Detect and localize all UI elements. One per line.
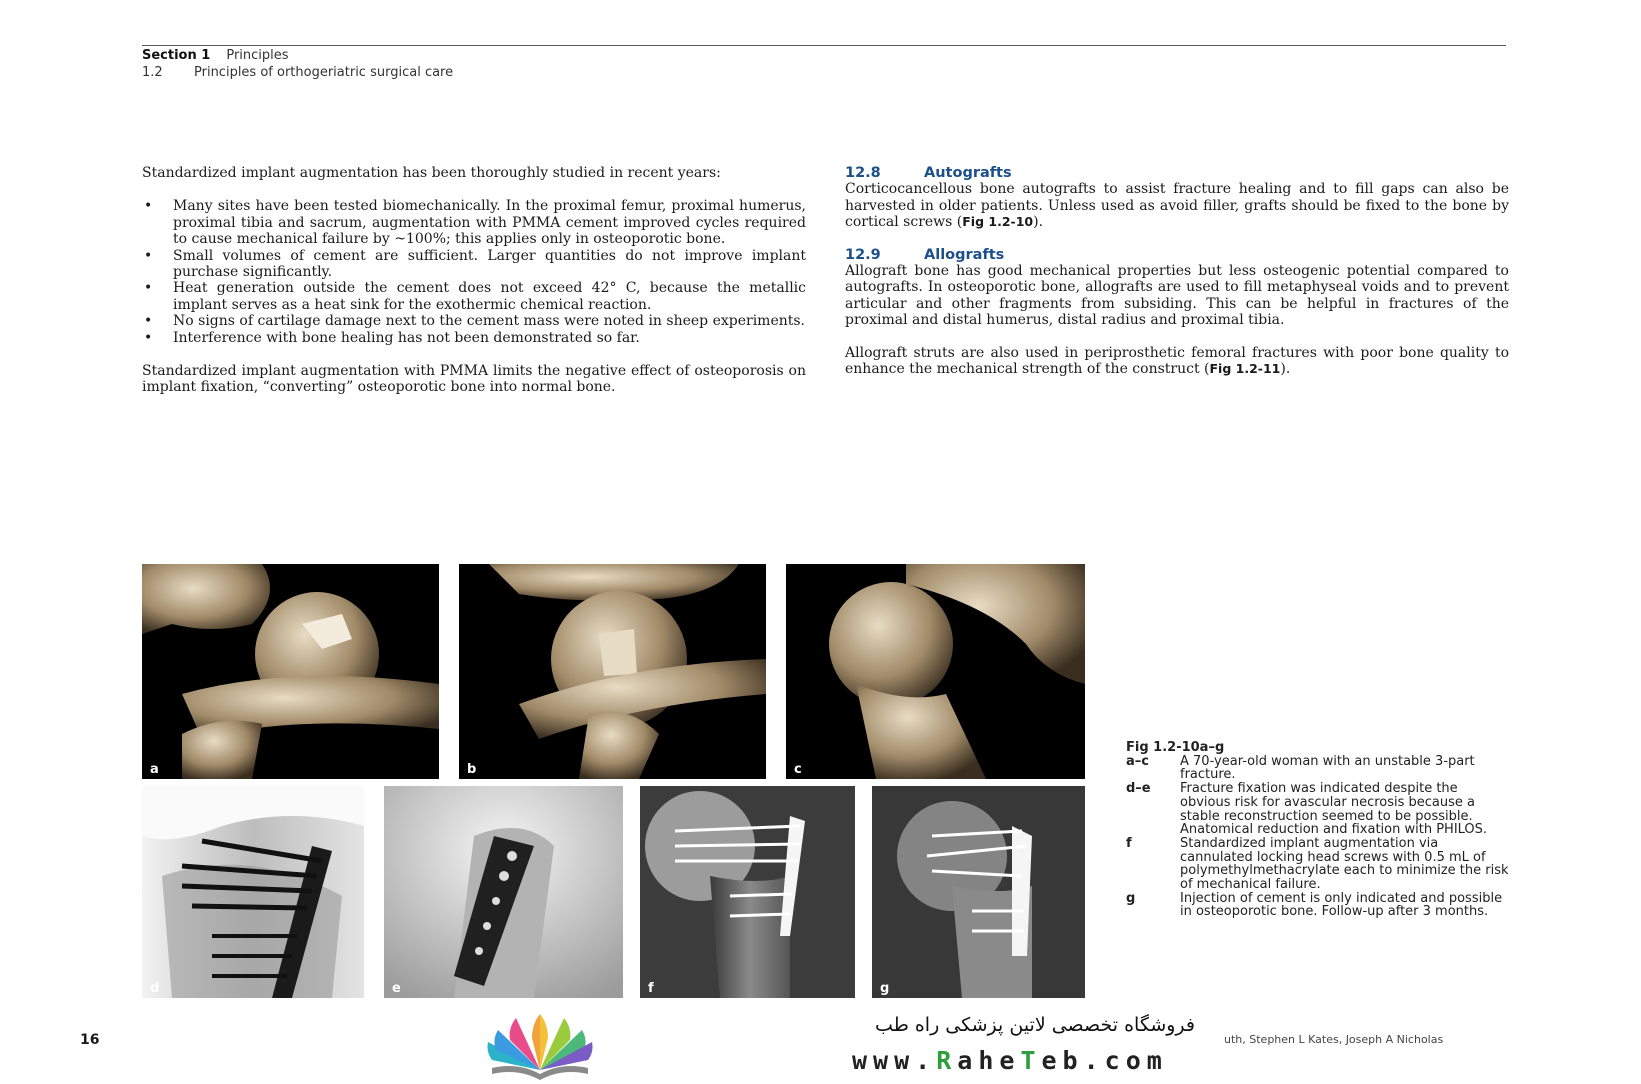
bullet-list xyxy=(142,198,806,346)
heading-number: 12.9 xyxy=(845,246,881,263)
caption-entry: d–e Fracture fixation was indicated despite the obvious risk for avascular necrosis because a stable reconstruction seemed to be possible. Anatomical reduction and fixation with PHILOS. xyxy=(1126,781,1488,838)
chapter-title: Principles of orthogeriatric surgical care xyxy=(194,65,454,80)
list-item: • Interference with bone healing has not been demonstrated so far. xyxy=(142,330,806,346)
list-item: • Many sites have been tested biomechanically. In the proximal femur, proximal humerus, proximal tibia and sacrum, augmentation with PMMA cement improved cycles required to cause mechanical failure by ~100%; this applies only in osteoporotic bone. xyxy=(142,198,806,247)
heading-title: Allografts xyxy=(924,246,1005,263)
caption-title: Fig 1.2-10a–g xyxy=(1126,740,1225,755)
allografts-paragraph-2: Allograft struts are also used in periprosthetic femoral fractures with poor bone quality to enhance the mechanical strength of the construct (Fig 1.2-11). xyxy=(845,344,1509,378)
chapter-number: 1.2 xyxy=(142,65,163,80)
figure-caption xyxy=(1126,741,1511,919)
running-header-chapter xyxy=(142,65,453,80)
caption-entry: f Standardized implant augmentation via cannulated locking head screws with 0.5 mL of polymethylmethacrylate each to minimize the risk of mechanical failure. xyxy=(1126,835,1509,893)
figure-panel-f xyxy=(640,786,855,998)
caption-entry: g Injection of cement is only indicated and possible in osteoporotic bone. Follow-up after 3 months. xyxy=(1126,890,1503,920)
radiograph-image xyxy=(872,786,1085,998)
panel-label: f xyxy=(648,981,654,996)
panel-label: e xyxy=(392,981,401,996)
list-item: • Heat generation outside the cement does not exceed 42° C, because the metallic implant serves as a heat sink for the exothermic chemical reaction. xyxy=(142,280,806,313)
autografts-paragraph: Corticocancellous bone autografts to assist fracture healing and to fill gaps can also be harvested in older patients. Unless used as avoid filler, grafts should be fixed to the bone by cortical screws (Fig 1.2-10). xyxy=(845,181,1509,231)
page-number: 16 xyxy=(80,1032,100,1048)
ct-rendering-image xyxy=(142,564,439,779)
panel-label: c xyxy=(794,762,802,777)
panel-label: d xyxy=(150,981,160,996)
right-column xyxy=(845,165,1509,377)
radiograph-image xyxy=(142,786,364,998)
figure-panel-d xyxy=(142,786,364,998)
conclusion-paragraph: Standardized implant augmentation with PMMA limits the negative effect of osteoporosis on implant fixation, “converting” osteoporotic bone into normal bone. xyxy=(142,363,806,396)
section-heading-autografts xyxy=(845,165,1509,181)
intro-paragraph: Standardized implant augmentation has been thoroughly studied in recent years: xyxy=(142,165,721,181)
list-item: • No signs of cartilage damage next to the cement mass were noted in sheep experiments. xyxy=(142,313,806,329)
heading-number: 12.8 xyxy=(845,165,881,181)
figure-reference[interactable]: Fig 1.2-10 xyxy=(962,214,1034,230)
website-url[interactable]: www.RaheTeb.com xyxy=(852,1046,1168,1075)
section-heading-allografts xyxy=(845,247,1509,263)
ct-rendering-image xyxy=(459,564,766,779)
section-label: Section 1 xyxy=(142,48,211,63)
allografts-paragraph-1: Allograft bone has good mechanical properties but less osteogenic potential compared to autografts. In osteoporotic bone, allografts are used to fill metaphyseal voids and to prevent articular and other fragments from subsiding. This can be helpful in fractures of the proximal and distal humerus, distal radius and proximal tibia. xyxy=(845,263,1509,329)
figure-panel-e xyxy=(384,786,623,998)
figure-reference[interactable]: Fig 1.2-11 xyxy=(1209,361,1281,377)
figure-panel-g xyxy=(872,786,1085,998)
shop-name: فروشگاه تخصصی لاتین پزشکی راه طب xyxy=(875,1014,1195,1036)
panel-label: a xyxy=(150,762,159,777)
radiograph-image xyxy=(384,786,623,998)
book-logo-icon xyxy=(478,1012,602,1080)
radiograph-image xyxy=(640,786,855,998)
panel-label: b xyxy=(467,762,477,777)
figure-panel-a xyxy=(142,564,439,779)
caption-entry: a–c A 70-year-old woman with an unstable 3-part fracture. xyxy=(1126,753,1475,783)
left-column xyxy=(142,165,806,396)
panel-label: g xyxy=(880,981,890,996)
book-authors: uth, Stephen L Kates, Joseph A Nicholas xyxy=(1224,1033,1444,1046)
list-item: • Small volumes of cement are sufficient. Larger quantities do not improve implant purchase significantly. xyxy=(142,248,806,281)
running-header-section xyxy=(142,48,289,63)
ct-rendering-image xyxy=(786,564,1085,779)
heading-title: Autografts xyxy=(924,165,1012,181)
header-rule xyxy=(142,45,1506,46)
figure-panel-b xyxy=(459,564,766,779)
figure-panel-c xyxy=(786,564,1085,779)
section-title: Principles xyxy=(226,48,289,63)
